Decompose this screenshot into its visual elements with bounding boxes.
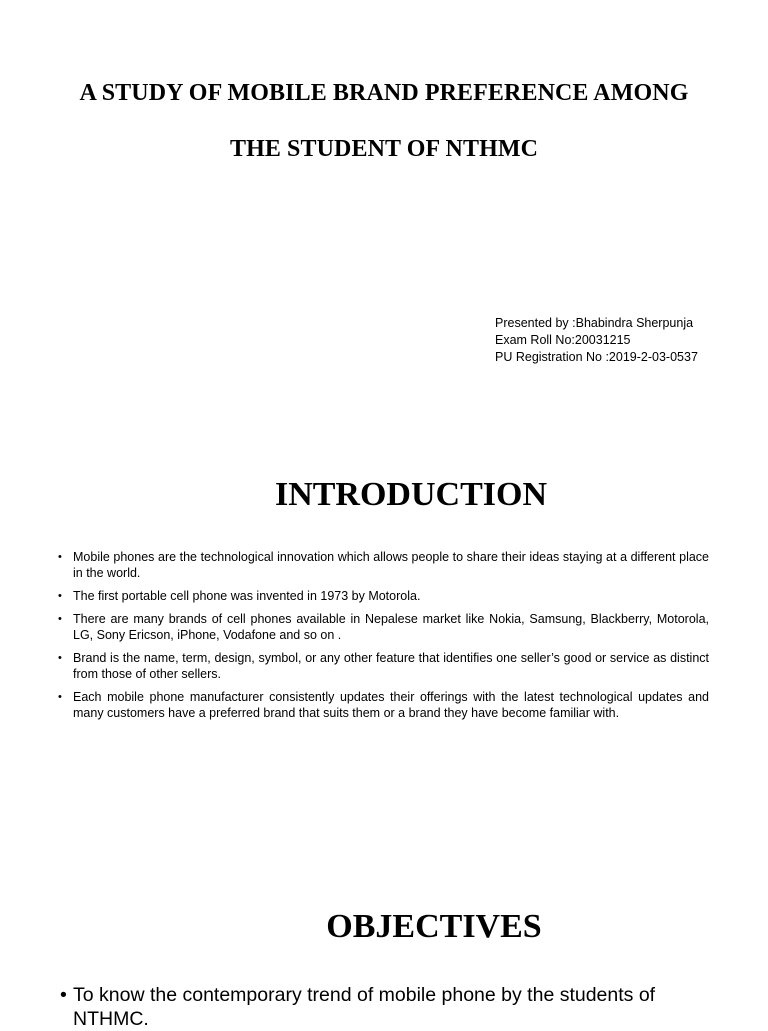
introduction-heading: INTRODUCTION — [274, 476, 548, 513]
pu-registration-number: PU Registration No :2019-2-03-0537 — [495, 350, 698, 364]
list-item: • To know the contemporary trend of mobile phone by the students of NTHMC. — [60, 983, 720, 1031]
list-item: • The first portable cell phone was invented in 1973 by Motorola. — [58, 588, 709, 604]
slide-title-line-2: THE STUDENT OF NTHMC — [229, 136, 539, 162]
slide-title-line-1: A STUDY OF MOBILE BRAND PREFERENCE AMONG — [79, 80, 689, 106]
list-item: • Each mobile phone manufacturer consistently updates their offerings with the latest technological updates and many customers have a preferred brand that suits them or a brand they have become familiar with. — [58, 689, 709, 721]
exam-roll-number: Exam Roll No:20031215 — [495, 333, 631, 347]
list-item: • There are many brands of cell phones available in Nepalese market like Nokia, Samsung, Blackberry, Motorola, LG, Sony Ericson, iPhone, Vodafone and so on . — [58, 611, 709, 643]
objectives-heading: OBJECTIVES — [326, 908, 542, 945]
introduction-bullet-list — [58, 549, 709, 728]
list-item: • Brand is the name, term, design, symbol, or any other feature that identifies one seller’s good or service as distinct from those of other sellers. — [58, 650, 709, 682]
list-item: • Mobile phones are the technological innovation which allows people to share their ideas staying at a different place in the world. — [58, 549, 709, 581]
presented-by: Presented by :Bhabindra Sherpunja — [495, 316, 694, 330]
presenter-info — [495, 315, 698, 366]
